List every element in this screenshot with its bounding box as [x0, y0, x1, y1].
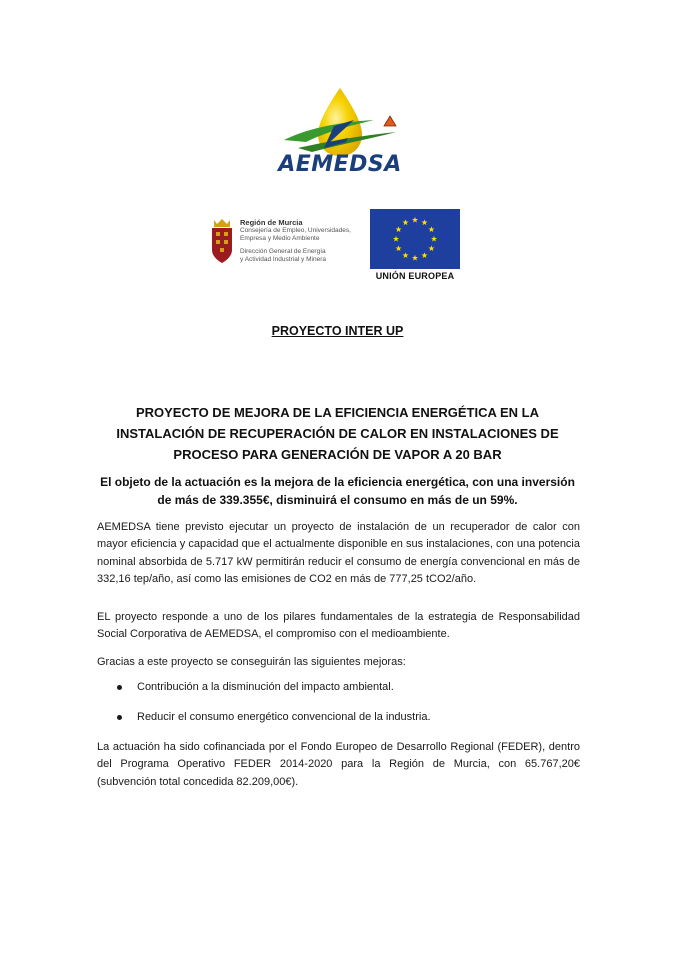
eu-star-icon: [421, 219, 427, 225]
murcia-line: Dirección General de Energía: [240, 248, 326, 255]
eu-star-icon: [412, 255, 418, 261]
list-item-text: Reducir el consumo energético convencional de la industria.: [137, 711, 431, 723]
bullet-icon: [117, 685, 122, 690]
eu-star-icon: [402, 252, 408, 258]
murcia-title: Región de Murcia: [240, 218, 303, 227]
murcia-line: y Actividad Industrial y Minera: [240, 256, 326, 263]
eu-star-icon: [428, 245, 434, 251]
paragraph: Gracias a este proyecto se conseguirán las siguientes mejoras:: [97, 656, 406, 668]
list-item-text: Contribución a la disminución del impacto ambiental.: [137, 681, 394, 693]
eu-star-icon: [428, 226, 434, 232]
region-murcia-logo: [209, 218, 369, 286]
eu-star-icon: [396, 226, 402, 232]
aemedsa-wordmark: AEMEDSA: [278, 152, 402, 177]
eu-star-icon: [421, 252, 427, 258]
murcia-line: Consejería de Empleo, Universidades,: [240, 227, 351, 234]
eu-label: UNIÓN EUROPEA: [375, 271, 455, 281]
murcia-crest-icon: [209, 218, 235, 264]
murcia-line: Empresa y Medio Ambiente: [240, 235, 320, 242]
eu-star-icon: [393, 236, 399, 242]
project-tag: PROYECTO INTER UP: [271, 324, 404, 338]
aemedsa-logo: [278, 86, 402, 180]
page-title: PROYECTO DE MEJORA DE LA EFICIENCIA ENERGÉTICA EN LA INSTALACIÓN DE RECUPERACIÓN DE CALOR EN INSTALACIONES DE PROCESO PARA GENERACIÓN DE VAPOR A 20 BAR: [116, 405, 559, 462]
improvements-list: [117, 679, 577, 739]
list-item: [117, 679, 577, 709]
list-item: [117, 709, 577, 739]
bullet-icon: [117, 715, 122, 720]
eu-star-icon: [402, 219, 408, 225]
paragraph: AEMEDSA tiene previsto ejecutar un proyecto de instalación de un recuperador de calor con mayor eficiencia y capacidad que el actualmente disponible en sus instalaciones, con una potencia nominal absorbida de 5.717 kW permitirán reducir el consumo de energía convencional en más de 332,16 tep/año, así como las emisiones de CO2 en más de 777,25 tCO2/año.: [97, 521, 580, 586]
paragraph: EL proyecto responde a uno de los pilares fundamentales de la estrategia de Responsabilidad Social Corporativa de AEMEDSA, el compromiso con el medioambiente.: [97, 611, 580, 641]
eu-star-icon: [431, 236, 437, 242]
eu-flag-icon: [370, 209, 460, 269]
page-subtitle: El objeto de la actuación es la mejora de la eficiencia energética, con una inversión de más de 339.355€, disminuirá el consumo en más de un 59%.: [100, 475, 575, 507]
oil-drop-icon: [278, 86, 402, 156]
eu-star-icon: [396, 245, 402, 251]
murcia-text: [240, 218, 370, 264]
eu-logo: [370, 209, 460, 289]
eu-star-icon: [412, 217, 418, 223]
paragraph: La actuación ha sido cofinanciada por el Fondo Europeo de Desarrollo Regional (FEDER), dentro del Programa Operativo FEDER 2014-2020 para la Región de Murcia, con 65.767,20€ (subvención total concedida 82.209,00€).: [97, 741, 580, 788]
